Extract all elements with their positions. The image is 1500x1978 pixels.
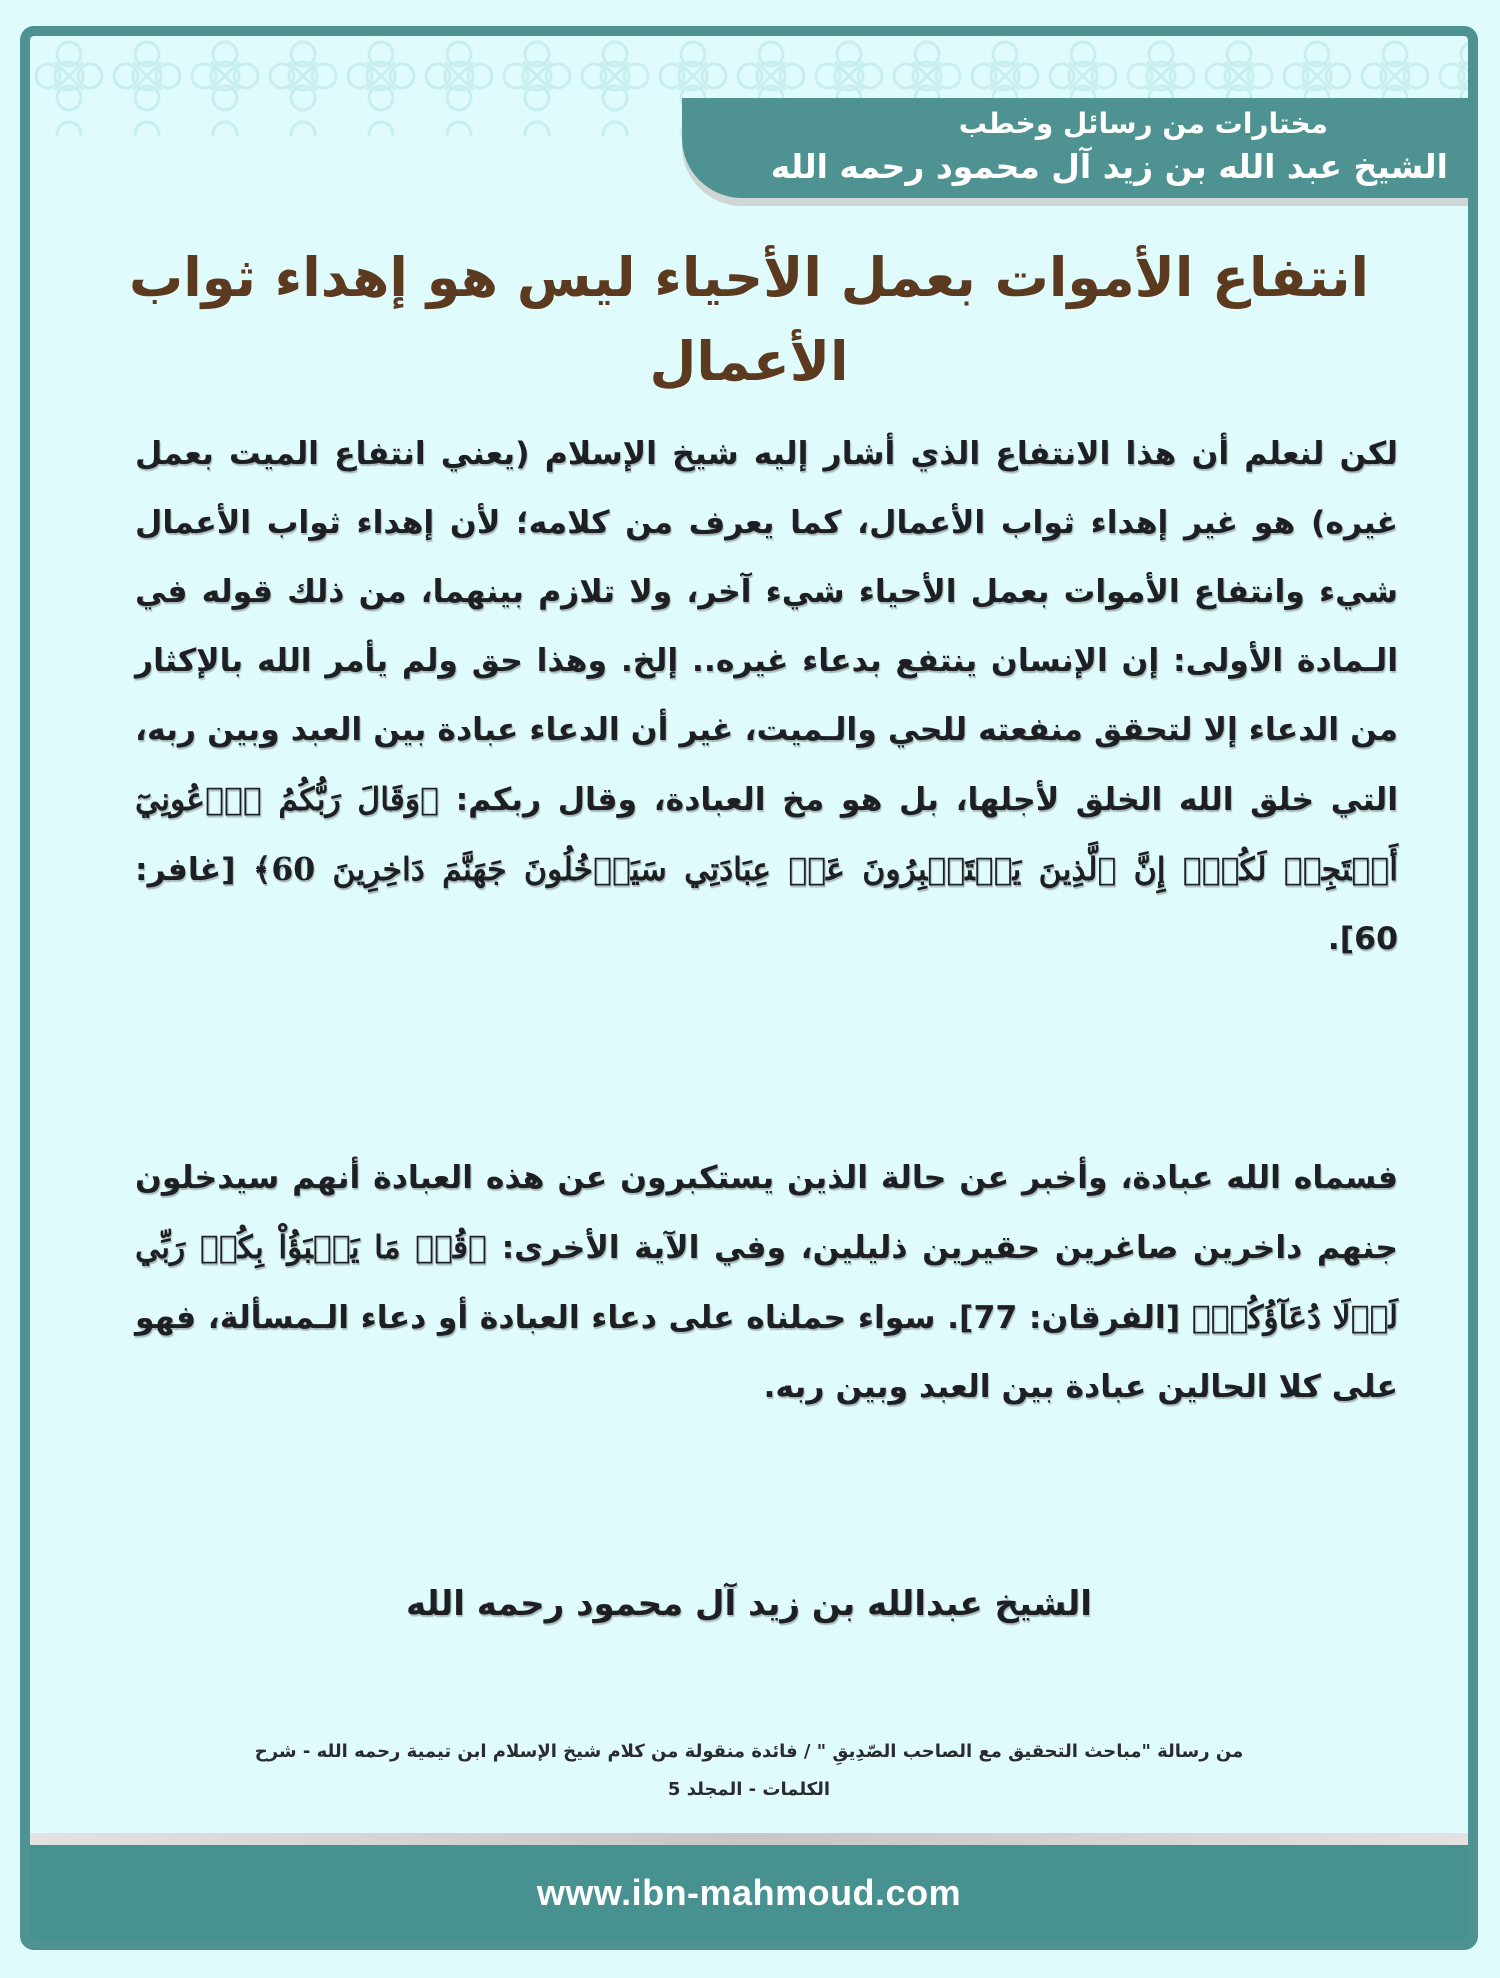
series-author: الشيخ عبد الله بن زيد آل محمود رحمه الله [770, 147, 1448, 186]
article-title: انتفاع الأموات بعمل الأحياء ليس هو إهداء ثواب الأعمال [128, 246, 1370, 393]
footer-bar [30, 1845, 1468, 1940]
card-frame [20, 26, 1478, 1950]
quran-verse-furqan: ﴿قُلۡ مَا يَعۡبَؤُاْ بِكُمۡ رَبِّي لَوۡلَا دُعَآؤُكُمۡ﴾ [135, 1229, 1398, 1336]
source-line-2: الكلمات - المجلد 5 [667, 1779, 831, 1800]
source-citation [140, 1733, 1358, 1809]
paragraph-2 [135, 1144, 1398, 1422]
author-signature: الشيخ عبدالله بن زيد آل محمود رحمه الله [406, 1584, 1092, 1624]
series-title: مختارات من رسائل وخطب [958, 107, 1328, 140]
paragraph-2-text: فسماه الله عبادة، وأخبر عن حالة الذين يستكبرون عن هذه العبادة أنهم سيدخلون جنهم داخرين صاغرين حقيرين ذليلين، وفي الآية الأخرى: [135, 1160, 1398, 1266]
verse-reference-ghafir: [غافر: 60]. [135, 852, 1398, 957]
paragraph-1-text: لكن لنعلم أن هذا الانتفاع الذي أشار إليه شيخ الإسلام (يعني انتفاع الميت بعمل غيره) هو غير إهداء ثواب الأعمال، كما يعرف من كلامه؛ لأن إهداء ثواب الأعمال شيء وانتفاع الأموات بعمل الأحياء شيء آخر، ولا تلازم بينهما، من ذلك قوله في الـمادة الأولى: إن الإنسان ينتفع بدعاء غيره.. إلخ. وهذا حق ولم يأمر الله بالإكثار من الدعاء إلا لتحقق منفعته للحي والـميت، غير أن الدعاء عبادة بين العبد وبين ربه، التي خلق الله الخلق لأجلها، بل هو مخ العبادة، وقال ربكم: [135, 436, 1398, 818]
footer-divider [30, 1833, 1468, 1845]
series-banner [682, 98, 1468, 198]
source-line-1: من رسالة "مباحث التحقيق مع الصاحب الصّدِيقِ " / فائدة منقولة من كلام شيخ الإسلام ابن تيمية رحمه الله - شرح [254, 1741, 1244, 1762]
quran-verse-ghafir: ﴿وَقَالَ رَبُّكُمُ ٱدۡعُونِيٓ أَسۡتَجِبۡ لَكُمۡۚ إِنَّ ٱلَّذِينَ يَسۡتَكۡبِرُونَ عَنۡ عِبَادَتِي سَيَدۡخُلُونَ جَهَنَّمَ دَاخِرِينَ 60﴾ [135, 781, 1398, 888]
verse-reference-furqan: [الفرقان: 77]. [947, 1300, 1181, 1336]
paragraph-1 [135, 420, 1398, 974]
paragraph-2-tail: سواء حملناه على دعاء العبادة أو دعاء الـمسألة، فهو على كلا الحالين عبادة بين العبد وبين ربه. [135, 1300, 1398, 1405]
website-link[interactable]: www.ibn-mahmoud.com [536, 1871, 962, 1913]
